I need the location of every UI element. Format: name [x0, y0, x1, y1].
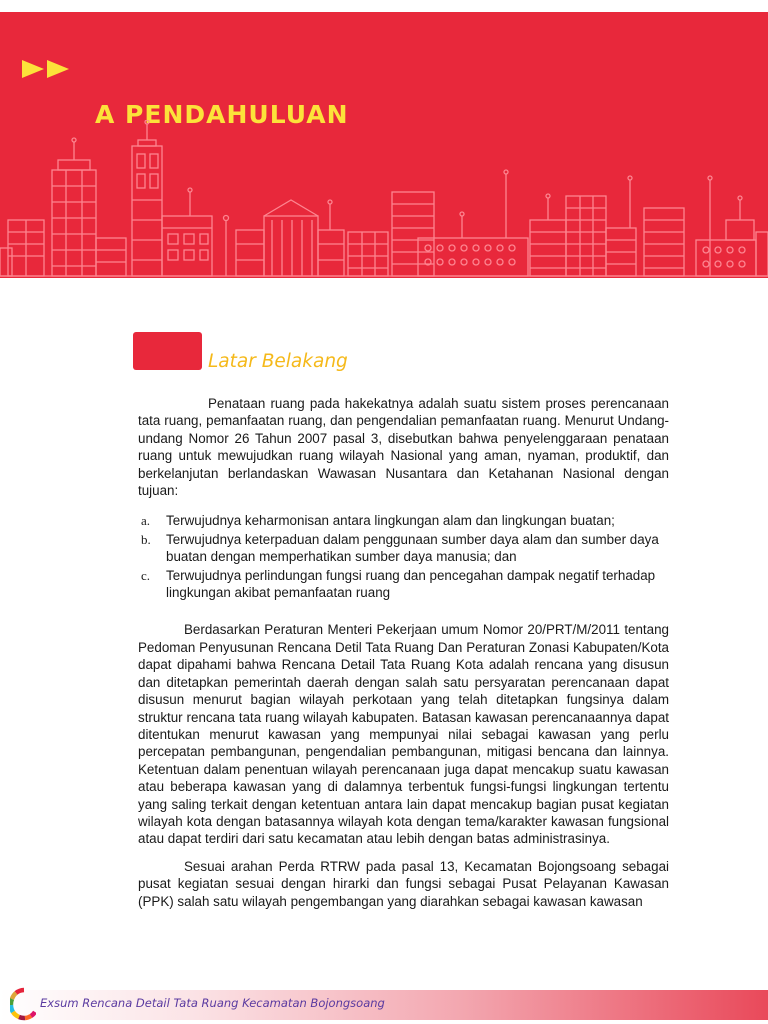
page-footer	[0, 984, 768, 1024]
city-skyline-illustration	[0, 120, 768, 278]
list-item-text: Terwujudnya perlindungan fungsi ruang dan pencegahan dampak negatif terhadap lingkungan akibat pemanfaatan ruang	[166, 567, 656, 601]
list-item	[138, 512, 669, 529]
body-content	[138, 395, 669, 910]
double-chevron-right-icon	[22, 59, 72, 79]
list-marker: c.	[141, 567, 151, 583]
footer-document-title: Exsum Rencana Detail Tata Ruang Kecamatan Bojongsoang	[40, 996, 385, 1010]
regulation-paragraph: Berdasarkan Peraturan Menteri Pekerjaan umum Nomor 20/PRT/M/2011 tentang Pedoman Penyusunan Rencana Detil Tata Ruang Dan Peraturan Zonasi Kabupaten/Kota dapat dipahami bahwa Rencana Detail Tata Ruang Kota adalah rencana yang disusun dan ditetapkan pemerintah daerah dengan salah satu persyaratan perencanaan dapat disusun menurut bagian wilayah perkotaan yang telah ditetapkan fungsinya dalam struktur rencana tata ruang wilayah kabupaten. Batasan kawasan perencanaannya dapat ditentukan menurut kawasan yang mempunyai nilai sebagai kawasan yang perlu percepatan pembangunan, pengendalian pembangunan, mitigasi bencana dan lainnya. Ketentuan dalam penentuan wilayah perencanaan juga dapat mencakup suatu kawasan atau beberapa kawasan yang di dalamnya terbentuk fungsi-fungsi lingkungan tertentu yang saling terkait dengan ketentuan antara lain dapat mencakup bagian pusat kegiatan wilayah kota dengan batasannya wilayah kota dengan tema/karakter kawasan fungsional atau dapat terdiri dari satu kecamatan atau lebih dengan batas administrasinya.	[138, 622, 669, 847]
list-marker: b.	[141, 531, 151, 547]
section-marker-block	[133, 332, 202, 370]
intro-paragraph: Penataan ruang pada hakekatnya adalah suatu sistem proses perencanaan tata ruang, pemanfaatan ruang, dan pengendalian pemanfaatan ruang. Menurut Undang-undang Nomor 26 Tahun 2007 pasal 3, disebutkan bahwa penyelenggaraan penataan ruang untuk mewujudkan ruang wilayah Nasional yang aman, nyaman, produktif, dan berkelanjutan berlandaskan Wawasan Nusantara dan Ketahanan Nasional dengan tujuan:	[138, 396, 669, 499]
header-banner	[0, 12, 768, 278]
list-marker: a.	[141, 513, 151, 529]
objectives-list	[138, 512, 669, 601]
list-item	[138, 531, 669, 566]
chapter-title: A PENDAHULUAN	[95, 100, 349, 129]
color-wheel-logo-icon	[10, 984, 36, 1024]
list-item	[138, 567, 669, 602]
list-item-text: Terwujudnya keharmonisan antara lingkungan alam dan lingkungan buatan;	[166, 513, 615, 529]
section-title: Latar Belakang	[208, 351, 348, 372]
perda-paragraph: Sesuai arahan Perda RTRW pada pasal 13, Kecamatan Bojongsoang sebagai pusat kegiatan sesuai dengan hirarki dan fungsi sebagai Pusat Pelayanan Kawasan (PPK) salah satu wilayah pengembangan yang diarahkan sebagai kawasan kawasan	[138, 858, 669, 909]
list-item-text: Terwujudnya keterpaduan dalam penggunaan sumber daya alam dan sumber daya buatan dengan memperhatikan sumber daya manusia; dan	[166, 531, 659, 565]
